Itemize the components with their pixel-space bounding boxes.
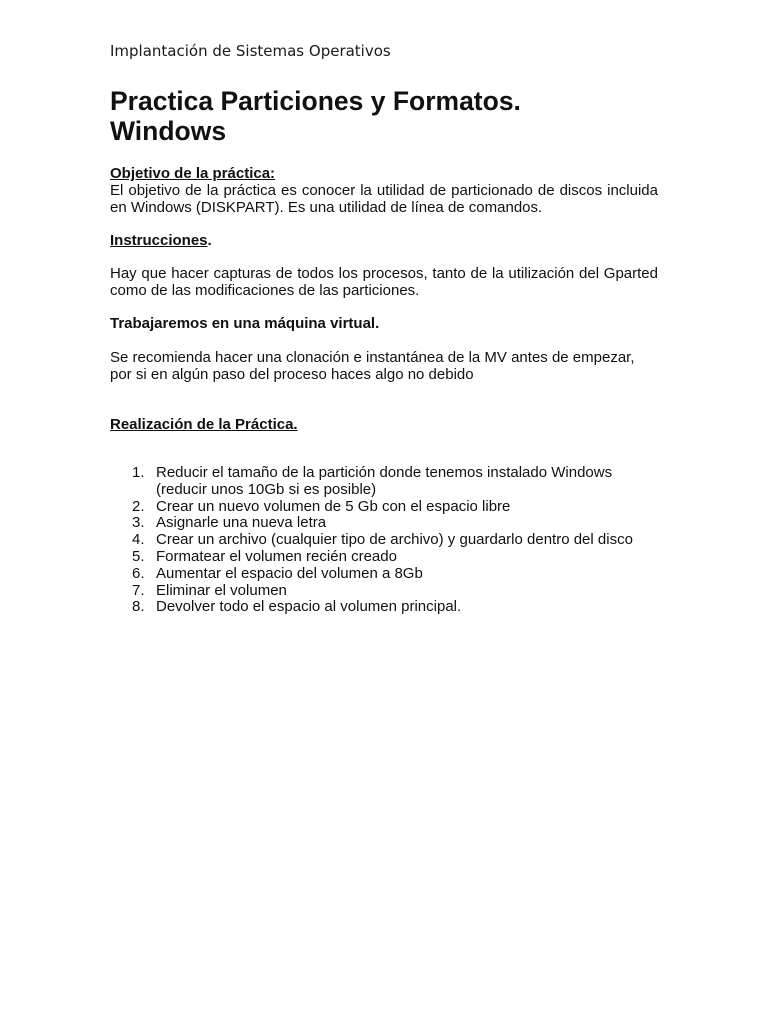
list-item-text: Crear un nuevo volumen de 5 Gb con el espacio libre	[156, 497, 511, 515]
page-title-line-2: Windows	[110, 116, 227, 146]
page-title	[110, 86, 521, 146]
list-item	[110, 583, 658, 600]
instructions-text: Hay que hacer capturas de todos los procesos, tanto de la utilización del Gparted como de las modificaciones de las particiones.	[110, 265, 658, 299]
list-item-text: Reducir el tamaño de la partición donde tenemos instalado Windows	[156, 464, 613, 481]
instructions-heading: Instrucciones	[110, 232, 208, 249]
list-item	[110, 499, 658, 516]
instructions-heading-period: .	[207, 232, 212, 249]
list-item-text: Crear un archivo (cualquier tipo de archivo) y guardarlo dentro del disco	[156, 531, 633, 549]
objective-text: El objetivo de la práctica es conocer la utilidad de particionado de discos incluida en Windows (DISKPART). Es una utilidad de línea de comandos.	[110, 182, 658, 216]
list-item-text: Aumentar el espacio del volumen a 8Gb	[156, 564, 423, 582]
page-title-line-1: Practica Particiones y Formatos.	[110, 86, 521, 116]
list-item-number: 1.	[132, 464, 145, 481]
list-item-text-continued: (reducir unos 10Gb si es posible)	[156, 480, 377, 498]
recommendation-line-1: Se recomienda hacer una clonación e instantánea de la MV antes de empezar,	[110, 349, 635, 366]
list-item-text: Devolver todo el espacio al volumen principal.	[156, 598, 462, 616]
list-item	[110, 549, 658, 566]
list-item	[110, 566, 658, 583]
list-item-text: Asignarle una nueva letra	[156, 514, 327, 532]
list-item	[110, 599, 658, 616]
page-header: Implantación de Sistemas Operativos	[110, 42, 391, 60]
vm-note: Trabajaremos en una máquina virtual.	[110, 315, 380, 332]
list-item-number: 6.	[132, 564, 145, 582]
objective-heading: Objetivo de la práctica:	[110, 165, 276, 182]
list-item-number: 4.	[132, 531, 145, 549]
list-item	[110, 532, 658, 549]
objective-section	[110, 165, 658, 216]
list-item-number: 5.	[132, 547, 145, 565]
instructions-heading-block	[110, 232, 658, 249]
list-item-number: 7.	[132, 581, 145, 599]
recommendation-line-2: por si en algún paso del proceso haces algo no debido	[110, 366, 474, 383]
list-item	[110, 465, 658, 499]
list-item-number: 8.	[132, 598, 145, 616]
steps-list	[110, 465, 658, 616]
recommendation-text	[110, 349, 658, 383]
list-item-text: Formatear el volumen recién creado	[156, 547, 397, 565]
list-item-number: 2.	[132, 497, 145, 515]
realization-heading: Realización de la Práctica.	[110, 416, 298, 433]
list-item	[110, 515, 658, 532]
list-item-text: Eliminar el volumen	[156, 581, 287, 599]
list-item-number: 3.	[132, 514, 145, 532]
